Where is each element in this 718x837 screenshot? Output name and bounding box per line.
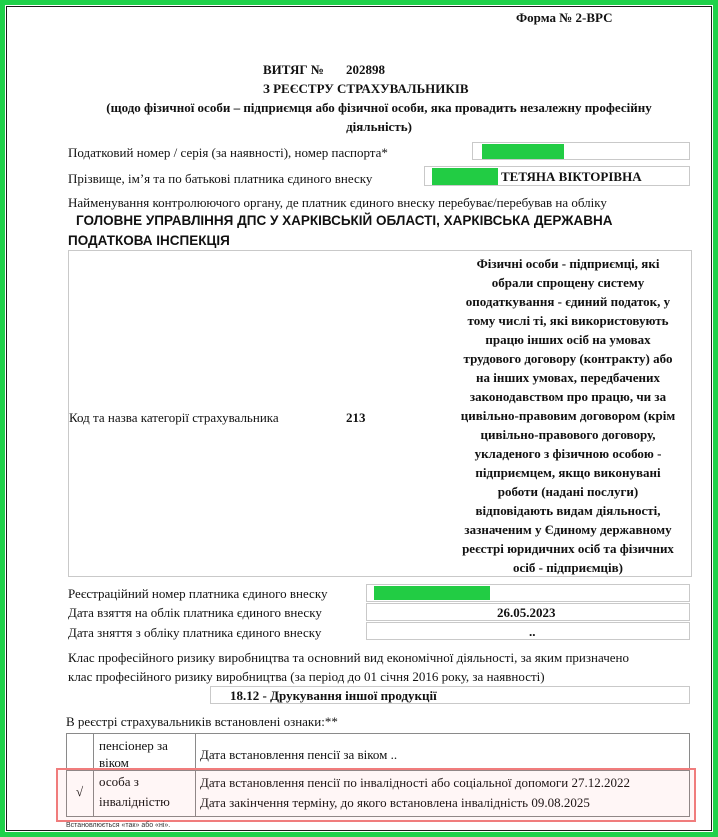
registry-title: З РЕЄСТРУ СТРАХУВАЛЬНИКІВ [263,81,469,96]
reg-date-value: 26.05.2023 [497,605,556,620]
feature-name-line2: віком [99,755,129,770]
registry-subtitle-line1: (щодо фізичної особи – підприємця або фізичної особи, яка провадить незалежну професійну [106,100,652,115]
category-line: підприємцем, якщо виконувані [475,465,661,480]
feature-name-line1: пенсіонер за [99,738,168,753]
dereg-date-box [366,622,690,640]
control-body-label: Найменування контролюючого органу, де платник єдиного внеску перебуває/перебував на обліку [68,195,607,210]
control-body-line2: ПОДАТКОВА ІНСПЕКЦІЯ [68,233,230,248]
feature-name-line1: особа з [99,774,139,789]
disability-check-mark: √ [76,784,84,799]
highlight-box [56,768,696,822]
reg-number-label: Реєстраційний номер платника єдиного внеску [68,586,328,601]
features-title: В реєстрі страхувальників встановлені ознаки:** [66,714,338,729]
reg-number-redaction [374,586,490,600]
category-line: на інших умовах, передбачених [476,370,660,385]
extract-label: ВИТЯГ № [263,62,324,77]
category-line: реєстрі юридичних осіб та фізичних [462,541,674,556]
registry-subtitle-line2: діяльність) [346,119,412,134]
form-number: Форма № 2-ВРС [516,10,613,25]
dereg-date-label: Дата зняття з обліку платника єдиного внеску [68,625,322,640]
category-line: укладеного з фізичною особою - [474,446,662,461]
footnote: Встановлюється «так» або «ні». [66,822,171,829]
category-line: зазначеним у Єдиному державному [464,522,672,537]
category-line: цивільно-правовим договором (крім [460,408,676,423]
disability-end-date: Дата закінчення терміну, до якого встановлена інвалідність 09.08.2025 [200,795,590,810]
category-label: Код та назва категорії страхувальника [69,410,279,425]
category-line: законодавством про працю, чи за [469,389,667,404]
surname-redaction [432,168,498,185]
control-body-line1: ГОЛОВНЕ УПРАВЛІННЯ ДПС У ХАРКІВСЬКІЙ ОБЛАСТІ, ХАРКІВСЬКА ДЕРЖАВНА [76,213,613,228]
feature-detail-line1: Дата встановлення пенсії за віком .. [200,747,398,762]
category-line: осіб - підприємців) [512,560,624,575]
risk-label-line1: Клас професійного ризику виробництва та основний вид економічної діяльності, за яким призначено [68,650,629,665]
category-line: тому числі ті, які використовують [467,313,669,328]
category-line: обрали спрощену систему [491,275,645,290]
category-code: 213 [346,410,366,425]
tax-number-label: Податковий номер / серія (за наявності), номер паспорта* [68,145,388,160]
reg-date-label: Дата взяття на облік платника єдиного внеску [68,605,322,620]
risk-label-line2: клас професійного ризику виробництва (за період до 01 січня 2016 року, за наявності) [68,669,545,684]
category-line: цивільно-правового договору, [480,427,656,442]
category-line: оподаткування - єдиний податок, у [465,294,671,309]
disability-pension-date: Дата встановлення пенсії по інвалідності або соціальної допомоги 27.12.2022 [200,775,630,790]
full-name-value: ТЕТЯНА ВІКТОРІВНА [501,169,642,184]
extract-number: 202898 [346,62,385,77]
dereg-date-value: .. [529,624,536,639]
risk-value: 18.12 - Друкування іншої продукції [230,688,437,703]
tax-number-redaction [482,144,564,159]
full-name-label: Прізвище, ім’я та по батькові платника єдиного внеску [68,171,373,186]
category-line: відповідають видам діяльності, [475,503,661,518]
category-description [446,254,690,577]
feature-name-line2: інвалідністю [99,794,170,809]
category-line: роботи (надані послуги) [497,484,639,499]
category-line: працю інших осіб на умовах [485,332,651,347]
category-line: трудового договору (контракту) або [463,351,673,366]
category-line: Фізичні особи - підприємці, які [476,256,660,271]
